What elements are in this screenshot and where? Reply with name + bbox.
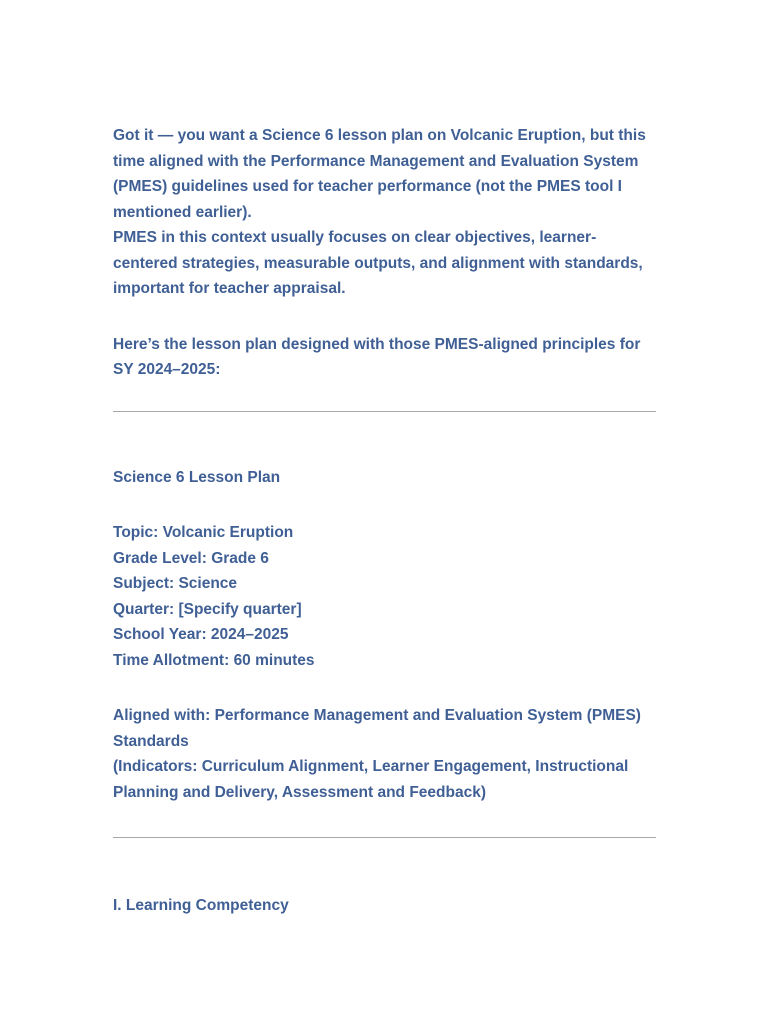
- intro-paragraph-3: Here’s the lesson plan designed with those PMES-aligned principles for SY 2024–2025:: [113, 335, 641, 378]
- lesson-details: [113, 520, 658, 673]
- detail-quarter: Quarter: [Specify quarter]: [113, 600, 302, 618]
- detail-grade-level: Grade Level: Grade 6: [113, 549, 269, 567]
- detail-topic: Topic: Volcanic Eruption: [113, 524, 294, 541]
- detail-time-allotment: Time Allotment: 60 minutes: [113, 651, 315, 669]
- indicators-text: (Indicators: Curriculum Alignment, Learner Engagement, Instructional Planning and Delivery, Assessment and Feedback): [113, 758, 629, 801]
- detail-subject: Subject: Science: [113, 575, 238, 592]
- aligned-with-text: Aligned with: Performance Management and Evaluation System (PMES) Standards: [113, 707, 641, 750]
- lesson-plan-title: Science 6 Lesson Plan: [113, 468, 281, 486]
- detail-school-year: School Year: 2024–2025: [113, 626, 289, 643]
- intro-paragraph-1: Got it — you want a Science 6 lesson plan on Volcanic Eruption, but this time aligned with the Performance Management and Evaluation System (PMES) guidelines used for teacher performance (not the PMES tool I mentioned earlier).: [113, 127, 646, 221]
- document-content: [113, 123, 658, 919]
- section-heading-learning-competency: I. Learning Competency: [113, 897, 289, 914]
- intro-paragraph-2: PMES in this context usually focuses on clear objectives, learner-centered strategies, measurable outputs, and alignment with standards, important for teacher appraisal.: [113, 229, 643, 297]
